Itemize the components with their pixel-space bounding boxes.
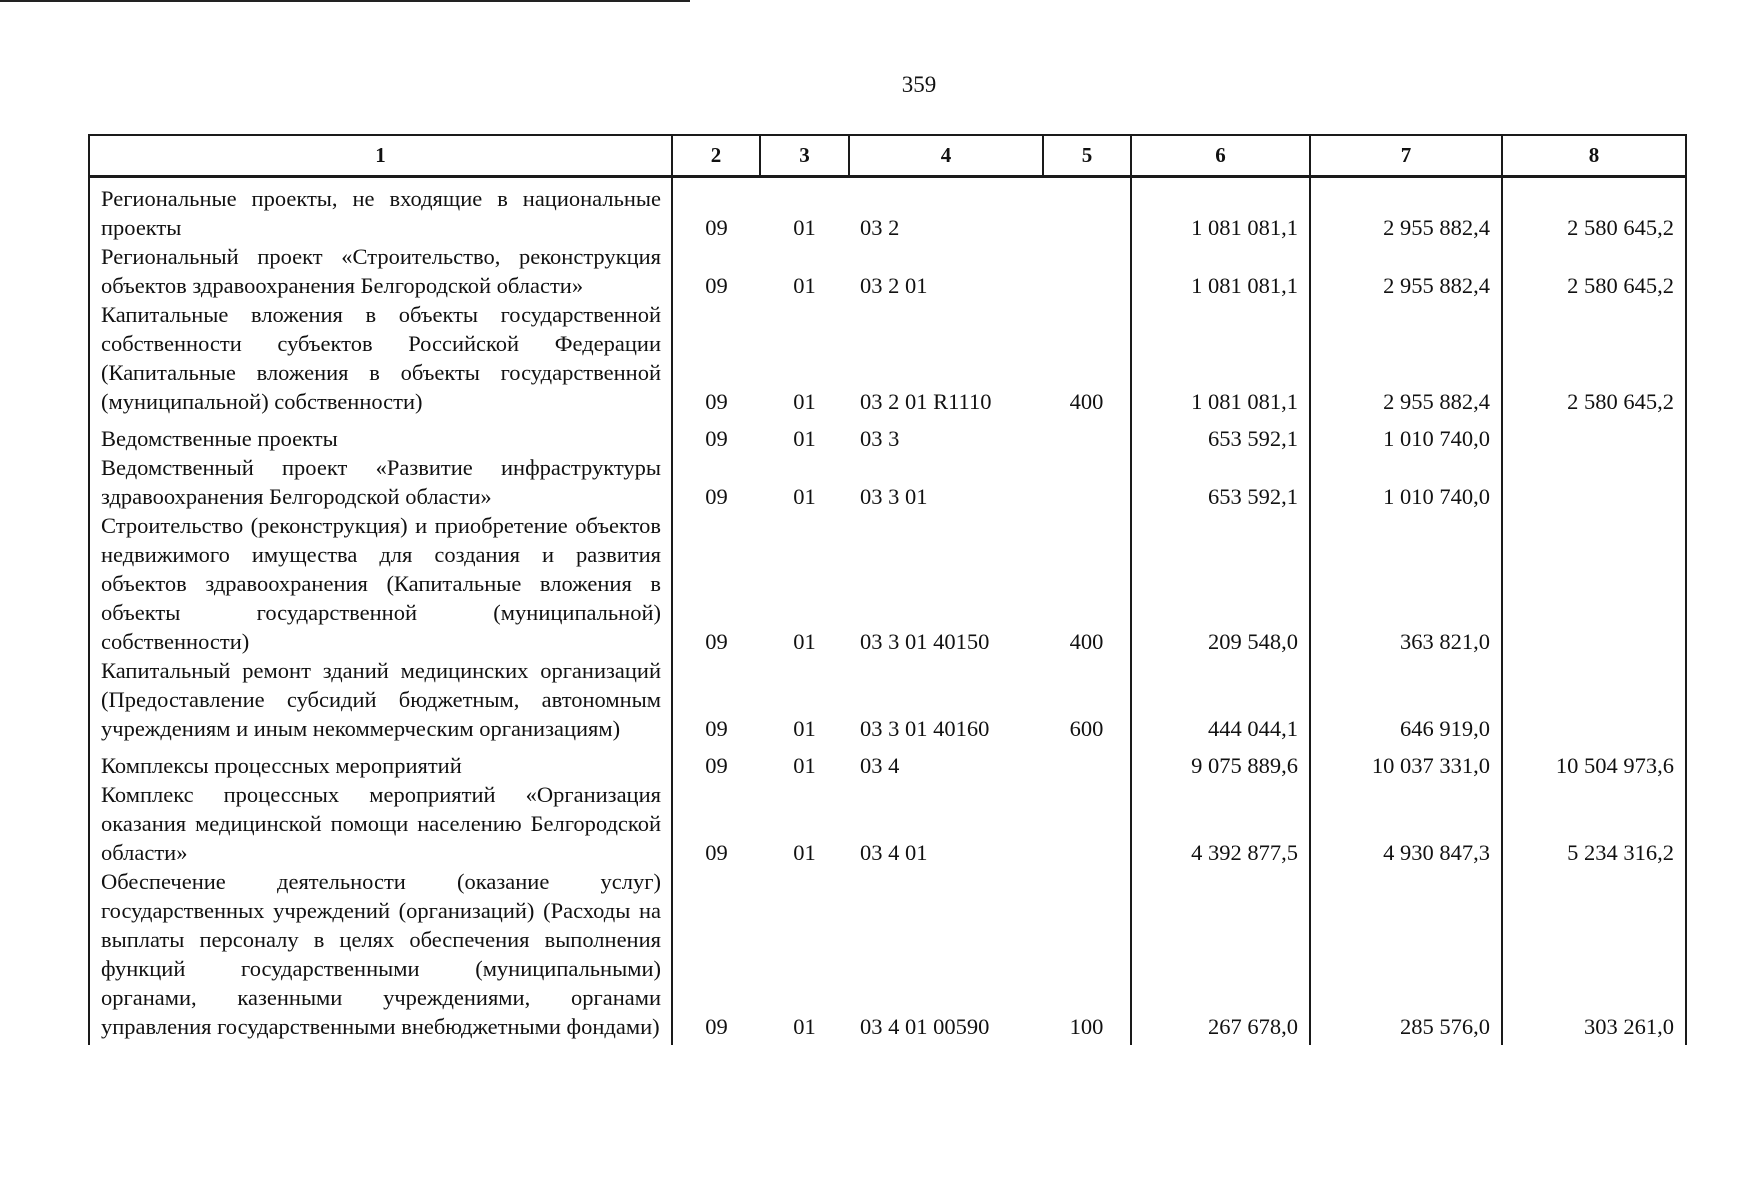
- cell-expense-type: 600: [1043, 656, 1131, 743]
- cell-subsection: 01: [793, 484, 816, 509]
- row-name: Ведомственные проекты: [89, 424, 672, 453]
- cell-amount-7: 646 919,0: [1310, 656, 1502, 743]
- cell-amount-7: 2 955 882,4: [1310, 300, 1502, 416]
- cell-amount-8: 5 234 316,2: [1502, 780, 1686, 867]
- header-col-7: 7: [1310, 135, 1502, 177]
- header-col-3: 3: [760, 135, 849, 177]
- cell-expense-type: [1043, 424, 1131, 453]
- cell-target-article: 03 3 01: [860, 484, 928, 509]
- cell-expense-type: [1043, 453, 1131, 511]
- cell-subsection: 01: [793, 426, 816, 451]
- row-name: Ведомственный проект «Развитие инфраструктуры здравоохранения Белгородской области»: [89, 453, 672, 511]
- cell-amount-8: [1502, 453, 1686, 511]
- header-col-8: 8: [1502, 135, 1686, 177]
- cell-amount-8: [1502, 656, 1686, 743]
- cell-target-article: 03 4 01 00590: [860, 1014, 990, 1039]
- header-row: [89, 135, 1686, 177]
- cell-amount-6: 4 392 877,5: [1131, 780, 1310, 867]
- top-rule: [0, 0, 690, 2]
- cell-section: 09: [672, 424, 760, 453]
- table-row: [89, 242, 1686, 300]
- cell-expense-type: [1043, 242, 1131, 300]
- table-row: [89, 751, 1686, 780]
- header-col-6: 6: [1131, 135, 1310, 177]
- row-name: Капитальный ремонт зданий медицинских организаций (Предоставление субсидий бюджетным, автономным учреждениям и иным некоммерческим организациям): [89, 656, 672, 743]
- row-name: Обеспечение деятельности (оказание услуг) государственных учреждений (организаций) (Расходы на выплаты персоналу в целях обеспечения выполнения функций государственными (муниципальными) органами, казенными учреждениями, органами управления государственными внебюджетными фондами): [89, 867, 672, 1045]
- cell-subsection: 01: [793, 629, 816, 654]
- cell-amount-8: 10 504 973,6: [1502, 751, 1686, 780]
- cell-section: 09: [672, 242, 760, 300]
- cell-subsection: 01: [793, 840, 816, 865]
- cell-target-article: 03 2 01: [860, 273, 928, 298]
- cell-amount-7: 285 576,0: [1310, 867, 1502, 1045]
- cell-amount-6: 1 081 081,1: [1131, 177, 1310, 243]
- cell-subsection: 01: [793, 716, 816, 741]
- cell-amount-8: 303 261,0: [1502, 867, 1686, 1045]
- table-row: [89, 424, 1686, 453]
- table-row: [89, 177, 1686, 243]
- cell-amount-8: 2 580 645,2: [1502, 300, 1686, 416]
- cell-expense-type: 100: [1043, 867, 1131, 1045]
- header-col-5: 5: [1043, 135, 1131, 177]
- cell-amount-8: [1502, 511, 1686, 656]
- cell-amount-7: 10 037 331,0: [1310, 751, 1502, 780]
- cell-section: 09: [672, 751, 760, 780]
- cell-amount-7: 2 955 882,4: [1310, 177, 1502, 243]
- row-spacer: [89, 743, 1686, 751]
- cell-amount-6: 653 592,1: [1131, 453, 1310, 511]
- cell-target-article: 03 3: [860, 426, 900, 451]
- cell-subsection: 01: [793, 215, 816, 240]
- cell-section: 09: [672, 300, 760, 416]
- cell-expense-type: [1043, 780, 1131, 867]
- cell-target-article: 03 2 01 R1110: [860, 389, 992, 414]
- cell-section: 09: [672, 177, 760, 243]
- table-row: [89, 780, 1686, 867]
- cell-target-article: 03 2: [860, 215, 900, 240]
- cell-section: 09: [672, 453, 760, 511]
- row-name: Строительство (реконструкция) и приобретение объектов недвижимого имущества для создания и развития объектов здравоохранения (Капитальные вложения в объекты государственной (муниципальной) собственности): [89, 511, 672, 656]
- table-row: [89, 300, 1686, 416]
- row-spacer: [89, 416, 1686, 424]
- header-col-2: 2: [672, 135, 760, 177]
- cell-amount-6: 1 081 081,1: [1131, 242, 1310, 300]
- cell-subsection: 01: [793, 753, 816, 778]
- cell-amount-8: [1502, 424, 1686, 453]
- cell-amount-8: 2 580 645,2: [1502, 177, 1686, 243]
- cell-amount-6: 267 678,0: [1131, 867, 1310, 1045]
- cell-amount-6: 9 075 889,6: [1131, 751, 1310, 780]
- table-row: [89, 656, 1686, 743]
- cell-amount-6: 1 081 081,1: [1131, 300, 1310, 416]
- cell-section: 09: [672, 656, 760, 743]
- cell-target-article: 03 3 01 40160: [860, 716, 990, 741]
- row-name: Комплекс процессных мероприятий «Организация оказания медицинской помощи населению Белгородской области»: [89, 780, 672, 867]
- cell-subsection: 01: [793, 389, 816, 414]
- cell-amount-7: 1 010 740,0: [1310, 424, 1502, 453]
- row-name: Капитальные вложения в объекты государственной собственности субъектов Российской Федерации (Капитальные вложения в объекты государственной (муниципальной) собственности): [89, 300, 672, 416]
- cell-amount-6: 209 548,0: [1131, 511, 1310, 656]
- row-name: Региональные проекты, не входящие в национальные проекты: [89, 177, 672, 243]
- cell-subsection: 01: [793, 273, 816, 298]
- cell-amount-6: 444 044,1: [1131, 656, 1310, 743]
- cell-target-article: 03 4: [860, 753, 900, 778]
- row-name: Комплексы процессных мероприятий: [89, 751, 672, 780]
- cell-amount-7: 4 930 847,3: [1310, 780, 1502, 867]
- cell-expense-type: [1043, 177, 1131, 243]
- header-col-4: 4: [849, 135, 1043, 177]
- budget-table: [88, 134, 1687, 1045]
- row-name: Региональный проект «Строительство, реконструкция объектов здравоохранения Белгородской области»: [89, 242, 672, 300]
- cell-amount-7: 363 821,0: [1310, 511, 1502, 656]
- cell-amount-7: 2 955 882,4: [1310, 242, 1502, 300]
- cell-expense-type: 400: [1043, 511, 1131, 656]
- cell-subsection: 01: [793, 1014, 816, 1039]
- cell-amount-6: 653 592,1: [1131, 424, 1310, 453]
- table-row: [89, 511, 1686, 656]
- cell-section: 09: [672, 511, 760, 656]
- cell-expense-type: 400: [1043, 300, 1131, 416]
- cell-expense-type: [1043, 751, 1131, 780]
- cell-amount-8: 2 580 645,2: [1502, 242, 1686, 300]
- table-row: [89, 453, 1686, 511]
- table-row: [89, 867, 1686, 1045]
- cell-target-article: 03 3 01 40150: [860, 629, 990, 654]
- cell-target-article: 03 4 01: [860, 840, 928, 865]
- cell-section: 09: [672, 867, 760, 1045]
- header-col-1: 1: [89, 135, 672, 177]
- cell-section: 09: [672, 780, 760, 867]
- page-number: 359: [901, 72, 937, 97]
- cell-amount-7: 1 010 740,0: [1310, 453, 1502, 511]
